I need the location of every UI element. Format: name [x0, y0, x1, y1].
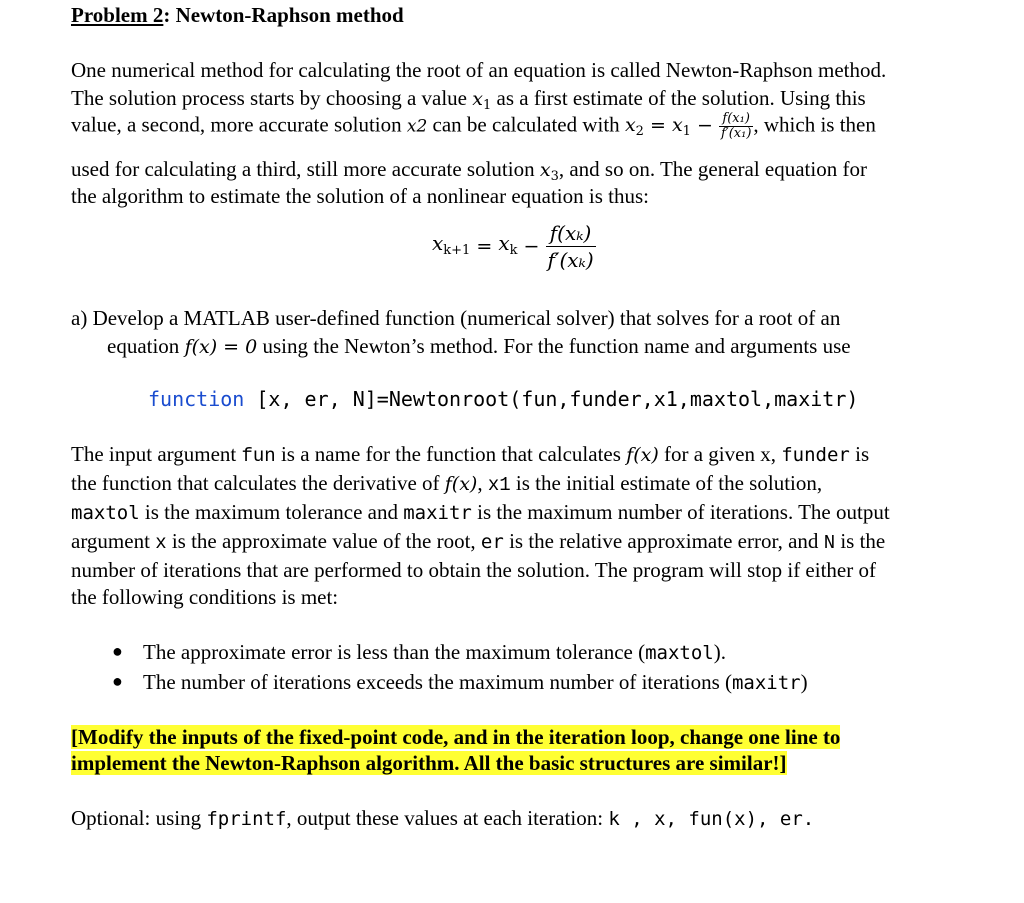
code-fprintf: fprintf	[206, 808, 287, 830]
code-funder: funder	[781, 444, 850, 466]
optional-rest: , output these values at each iteration:	[286, 806, 609, 830]
desc-l1a: The input argument	[71, 442, 242, 466]
intro-l3b: can be calculated with	[427, 112, 625, 137]
code-keyword: function	[148, 387, 245, 411]
desc-l3b: is the maximum number of iterations. The output	[471, 500, 890, 524]
bullet-1-text: The approximate error is less than the maximum tolerance (	[143, 640, 646, 664]
small-fraction-numerator: f(x₁)	[719, 112, 753, 127]
small-fraction-denominator: f′(x₁)	[720, 126, 752, 141]
function-signature	[148, 387, 858, 411]
intro-l4a: used for calculating a third, still more accurate solution	[71, 157, 540, 181]
bullet-item-1	[143, 640, 726, 665]
intro-line-5: the algorithm to estimate the solution of a nonlinear equation is thus:	[71, 184, 649, 208]
math-x2-eq: $x_2$	[624, 114, 644, 140]
intro-l3c: , which is then	[753, 112, 876, 137]
desc-l4b: is the approximate value of the root,	[166, 529, 481, 553]
math-fx: f(x)	[626, 444, 659, 466]
intro-l4b: , and so on. The general equation for	[558, 157, 867, 181]
note-line-1	[71, 725, 840, 749]
note-text-1: [Modify the inputs of the fixed-point code, and in the iteration loop, change one line to	[71, 725, 841, 749]
eq-equals: =	[470, 235, 499, 258]
optional-values: k , x, fun(x), er.	[608, 808, 815, 830]
note-text-2: implement the Newton-Raphson algorithm. All the basic structures are similar!]	[71, 751, 787, 775]
code-signature: [x, er, N]=Newtonroot(fun,funder,x1,maxtol,maxitr)	[244, 387, 859, 411]
intro-l2b: as a first estimate of the solution. Using this	[491, 86, 866, 110]
math-fx-eq-zero: f(x) = 0	[184, 336, 258, 358]
desc-l4c: is the relative approximate error, and	[503, 529, 824, 553]
desc-l4d: is the	[835, 529, 886, 553]
intro-line-1: One numerical method for calculating the root of an equation is called Newton-Raphson method.	[71, 58, 887, 82]
desc-l1d: is	[849, 442, 870, 466]
math-fx-2: f(x)	[444, 473, 478, 495]
desc-l1c: for a given x,	[658, 442, 782, 466]
math-equals: =	[643, 114, 672, 137]
math-x1-eq: $x_1$	[671, 114, 691, 140]
desc-line-6: the following conditions is met:	[71, 585, 339, 609]
eq-minus: −	[517, 235, 546, 258]
desc-l1b: is a name for the function that calculates	[275, 442, 627, 466]
general-equation	[432, 220, 596, 273]
general-fraction-numerator: f(xₖ)	[546, 220, 596, 247]
optional-text: Optional: using	[71, 806, 207, 830]
desc-line-5: number of iterations that are performed to obtain the solution. The program will stop if either of	[71, 558, 876, 582]
bullet-2-end: )	[800, 670, 808, 694]
desc-l2b: ,	[477, 471, 488, 495]
problem-number: Problem 2	[71, 3, 164, 27]
bullet-1-code: maxtol	[645, 642, 714, 664]
math-x1: $x_1$	[472, 88, 492, 113]
note-line-2	[71, 751, 787, 775]
desc-line-3	[71, 500, 890, 525]
bullet-1-end: ).	[713, 640, 726, 664]
desc-l2a: the function that calculates the derivative of	[71, 471, 445, 495]
code-maxitr: maxitr	[403, 502, 472, 524]
math-x2-inline: x2	[406, 116, 428, 137]
bullet-dot-2: ●	[112, 671, 123, 691]
problem-title	[71, 3, 404, 27]
code-N: N	[823, 532, 836, 554]
desc-line-2	[71, 471, 822, 497]
code-fun: fun	[241, 445, 276, 467]
part-a-line-1: a) Develop a MATLAB user-defined function (numerical solver) that solves for a root of an	[71, 306, 841, 330]
bullet-2-code: maxitr	[731, 672, 801, 694]
general-fraction-denominator: f′(xₖ)	[547, 248, 594, 272]
intro-l3a: value, a second, more accurate solution	[71, 112, 407, 137]
bullet-2-text: The number of iterations exceeds the maximum number of iterations (	[143, 670, 732, 694]
bullet-item-2	[143, 670, 808, 695]
small-fraction	[719, 112, 753, 141]
desc-l3a: is the maximum tolerance and	[139, 500, 404, 524]
code-x1: x1	[487, 474, 511, 496]
general-fraction	[546, 220, 596, 273]
problem-name: : Newton-Raphson method	[163, 3, 404, 27]
math-x3: $x_3$	[539, 159, 559, 184]
math-minus: −	[690, 114, 719, 137]
desc-l2c: is the initial estimate of the solution,	[510, 471, 823, 495]
eq-rhs-x: $x_k$	[498, 230, 518, 258]
desc-l4a: argument	[71, 529, 156, 553]
code-maxtol: maxtol	[71, 502, 140, 524]
part-a-l2a: equation	[107, 334, 185, 358]
optional-line	[71, 806, 814, 831]
code-er: er	[480, 531, 504, 553]
part-a-l2b: using the Newton’s method. For the function name and arguments use	[257, 334, 851, 358]
eq-lhs: $x_{k+1}$	[432, 230, 471, 258]
desc-line-4	[71, 529, 885, 555]
part-a-line-2	[107, 334, 851, 359]
code-x: x	[155, 532, 167, 554]
intro-l2a: The solution process starts by choosing a value	[71, 86, 473, 110]
desc-line-1	[71, 442, 869, 468]
intro-line-3	[71, 112, 876, 144]
bullet-dot-1: ●	[112, 641, 123, 661]
